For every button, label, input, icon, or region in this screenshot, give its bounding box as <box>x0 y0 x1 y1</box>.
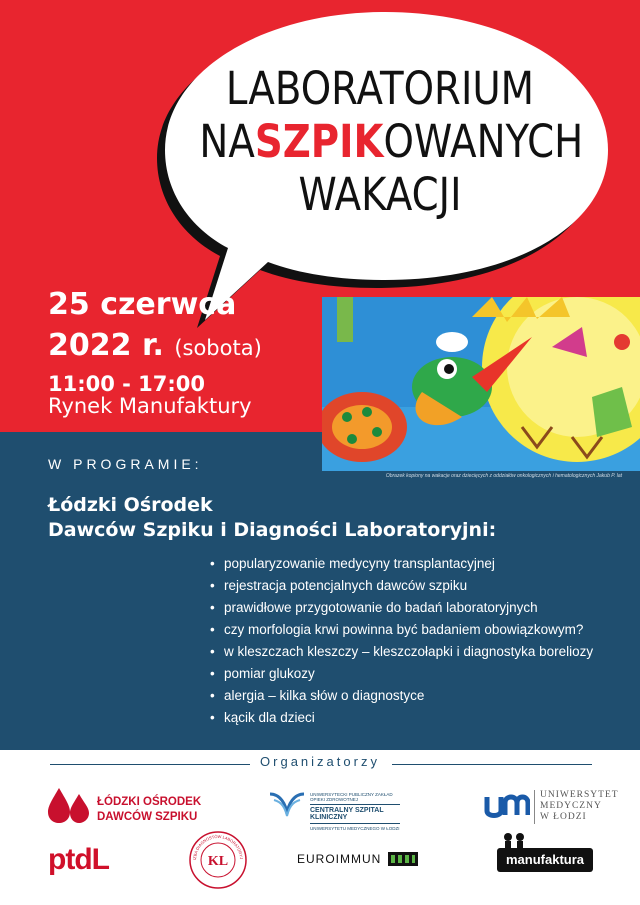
title-line-2-start: NA <box>199 115 255 168</box>
hospital-name: CENTRALNY SZPITAL KLINICZNY <box>310 804 400 824</box>
hospital-bottom: UNIWERSYTETU MEDYCZNEGO W ŁODZI <box>310 826 400 831</box>
blood-drops-logo-icon <box>46 786 92 824</box>
divider <box>534 790 535 824</box>
manufaktura-logo: manufaktura <box>497 848 593 872</box>
child-painting-image <box>322 297 640 471</box>
kidl-ring-text: IZBA DIAGNOSTÓW LABORATORYJ <box>191 833 244 861</box>
program-item: • pomiar glukozy <box>210 663 593 685</box>
euroimmun-mark-icon <box>388 852 418 866</box>
title-line-2 <box>199 115 584 168</box>
hospital-top: UNIWERSYTECKI PUBLICZNY ZAKŁAD OPIEKI ZDROWOTNEJ <box>310 792 393 802</box>
program-item: • kącik dla dzieci <box>210 707 593 729</box>
event-place: Rynek Manufaktury <box>48 394 252 418</box>
title-line-2-end: OWANYCH <box>383 115 584 168</box>
ldk-logo-text <box>97 795 201 825</box>
um-line-3: W ŁODZI <box>540 812 587 822</box>
ldk-line-2: DAWCÓW SZPIKU <box>97 811 198 823</box>
event-weekday: (sobota) <box>174 336 262 360</box>
program-item: • w kleszczach kleszczy – kleszczołapki i diagnostyka boreliozy <box>210 641 593 663</box>
hospital-logo-icon <box>266 790 308 820</box>
euroimmun-logo-text: EUROIMMUN <box>297 852 382 866</box>
ldk-line-1: ŁÓDZKI OŚRODEK <box>97 796 202 808</box>
um-line-2: MEDYCZNY <box>540 801 602 811</box>
program-organizer-line-1: Łódzki Ośrodek <box>48 494 213 516</box>
program-heading: W PROGRAMIE: <box>48 456 203 472</box>
title-highlight: SZPIK <box>254 115 384 168</box>
title-line-1: LABORATORIUM <box>225 62 535 115</box>
medical-university-logo-icon <box>484 793 530 819</box>
event-time: 11:00 - 17:00 <box>48 372 206 396</box>
program-item: • rejestracja potencjalnych dawców szpiku <box>210 575 593 597</box>
organizers-header <box>0 754 640 776</box>
program-organizer-line-2: Dawców Szpiku i Diagności Laboratoryjni: <box>48 519 497 541</box>
poster-title <box>199 62 584 221</box>
program-item: • popularyzowanie medycyny transplantacyjnej <box>210 553 593 575</box>
program-list <box>210 553 593 729</box>
um-line-1: UNIWERSYTET <box>540 790 619 800</box>
program-item: • alergia – kilka słów o diagnostyce <box>210 685 593 707</box>
event-date-year <box>48 328 262 363</box>
title-line-3: WAKACJI <box>298 168 462 221</box>
medical-university-text <box>540 790 619 823</box>
event-date-day: 25 czerwca <box>48 287 237 322</box>
program-item: • czy morfologia krwi powinna być badaniem obowiązkowym? <box>210 619 593 641</box>
ptdl-logo: ptdL <box>48 843 109 876</box>
program-item: • prawidłowe przygotowanie do badań laboratoryjnych <box>210 597 593 619</box>
organizers-heading: Organizatorzy <box>260 754 380 769</box>
painting-caption: Obrazek kopiony na wakacje oraz dziecięcych z oddziałów onkologicznych i hematologicznych Jakub P. lat <box>385 473 622 479</box>
kidl-seal-icon <box>188 830 248 890</box>
event-year: 2022 r. <box>48 328 164 363</box>
kidl-initials: KL <box>207 854 229 869</box>
hospital-logo-text <box>310 792 400 831</box>
